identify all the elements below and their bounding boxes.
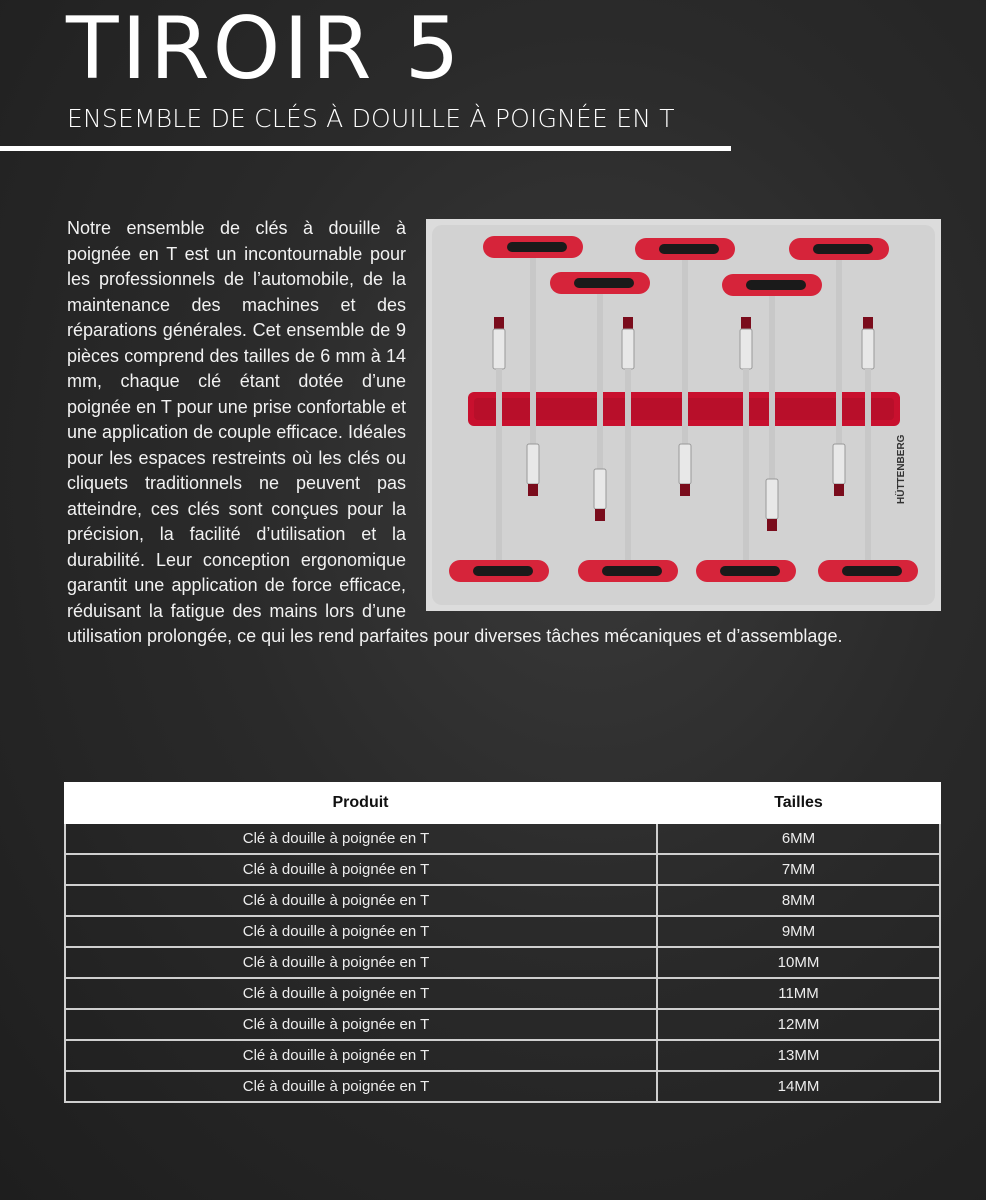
page-title: TIROIR 5 bbox=[66, 0, 463, 99]
table-row bbox=[65, 1009, 940, 1040]
image-spacer bbox=[406, 216, 941, 612]
product-cell: Clé à douille à poignée en T bbox=[65, 1071, 657, 1102]
description-text: Notre ensemble de clés à douille à poignée en T est un incontournable pour les professionnels de l’automobile, de la maintenance des machines et des réparations générales. Cet ensemble de 9 pièces comprend des tailles de 6 mm à 14 mm, chaque clé étant dotée d’une poignée en T pour une prise confortable et une application de couple efficace. Idéales pour les espaces restreints où les clés ou cliquets traditionnels ne peuvent pas atteindre, ces clés sont conçues pour la précision, la facilité d’utilisation et la durabilité. Leur conception ergonomique garantit une application de force efficace, réduisant la fatigue des mains lors d’une utilisation prolongée, ce qui les rend parfaites pour diverses tâches mécaniques et d’assemblage. bbox=[67, 218, 843, 646]
table-row bbox=[65, 1040, 940, 1071]
size-cell: 7MM bbox=[657, 854, 940, 885]
column-header-product: Produit bbox=[65, 783, 657, 823]
size-cell: 9MM bbox=[657, 916, 940, 947]
product-description bbox=[67, 216, 941, 650]
product-cell: Clé à douille à poignée en T bbox=[65, 978, 657, 1009]
table-row bbox=[65, 854, 940, 885]
product-cell: Clé à douille à poignée en T bbox=[65, 1009, 657, 1040]
product-cell: Clé à douille à poignée en T bbox=[65, 823, 657, 854]
size-table bbox=[64, 782, 941, 1103]
product-cell: Clé à douille à poignée en T bbox=[65, 854, 657, 885]
size-cell: 11MM bbox=[657, 978, 940, 1009]
size-cell: 8MM bbox=[657, 885, 940, 916]
size-cell: 10MM bbox=[657, 947, 940, 978]
product-cell: Clé à douille à poignée en T bbox=[65, 916, 657, 947]
page-subtitle: ENSEMBLE DE CLÉS À DOUILLE À POIGNÉE EN T bbox=[67, 104, 675, 133]
table-header-row bbox=[65, 783, 940, 823]
table-row bbox=[65, 1071, 940, 1102]
size-cell: 13MM bbox=[657, 1040, 940, 1071]
size-cell: 6MM bbox=[657, 823, 940, 854]
product-cell: Clé à douille à poignée en T bbox=[65, 1040, 657, 1071]
table-row bbox=[65, 947, 940, 978]
brand-label: HÜTTENBERG bbox=[896, 434, 907, 504]
table-row bbox=[65, 823, 940, 854]
product-cell: Clé à douille à poignée en T bbox=[65, 885, 657, 916]
table-row bbox=[65, 978, 940, 1009]
size-cell: 14MM bbox=[657, 1071, 940, 1102]
table-row bbox=[65, 885, 940, 916]
table-row bbox=[65, 916, 940, 947]
column-header-size: Tailles bbox=[657, 783, 940, 823]
title-underline bbox=[0, 146, 731, 151]
size-cell: 12MM bbox=[657, 1009, 940, 1040]
product-cell: Clé à douille à poignée en T bbox=[65, 947, 657, 978]
